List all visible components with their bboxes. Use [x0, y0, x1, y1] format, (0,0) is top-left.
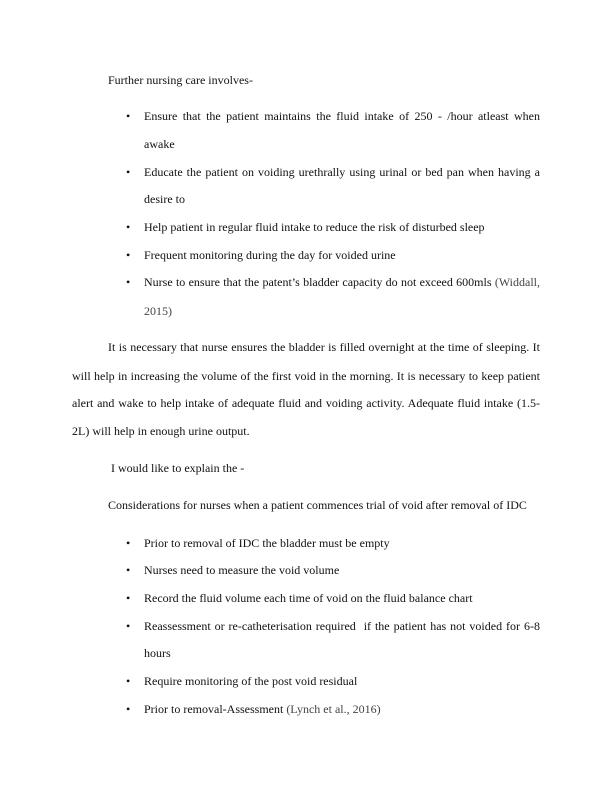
list-item-text: Help patient in regular fluid intake to reduce the risk of disturbed sleep	[144, 220, 485, 234]
paragraph-line: alert and wake to help intake of adequate fluid and voiding activity. Adequate fluid intake (1.5-	[72, 396, 540, 410]
list-item-text-body: Prior to removal-Assessment	[144, 702, 287, 716]
citation: (Widdall,	[494, 275, 540, 289]
list-item-text	[144, 702, 540, 716]
paragraph-line: will help in increasing the volume of the first void in the morning. It is necessary to keep patient	[72, 369, 540, 383]
bullet-icon: •	[126, 536, 131, 550]
bullet-icon: •	[126, 165, 131, 179]
list-item-text: Frequent monitoring during the day for voided urine	[144, 248, 396, 262]
bullet-icon: •	[126, 702, 131, 716]
list-item-text-body: Nurse to ensure that the patent’s bladder capacity do not exceed 600mls	[144, 275, 495, 289]
list-item-text: Ensure that the patient maintains the fluid intake of 250 - /hour atleast when	[144, 109, 540, 123]
bullet-icon: •	[126, 220, 131, 234]
citation-continued: 2015)	[144, 304, 172, 318]
section-heading: Considerations for nurses when a patient commences trial of void after removal of IDC	[108, 498, 527, 512]
bullet-icon: •	[126, 109, 131, 123]
bullet-icon: •	[126, 563, 131, 577]
paragraph-line: It is necessary that nurse ensures the bladder is filled overnight at the time of sleeping. It	[108, 340, 540, 354]
list-item-text: Prior to removal of IDC the bladder must be empty	[144, 536, 390, 550]
list-item-text-continued: awake	[144, 137, 175, 151]
list-item-text-continued: hours	[144, 646, 171, 660]
section-intro: Further nursing care involves-	[108, 73, 253, 87]
list-item-text-continued: desire to	[144, 192, 185, 206]
list-item-text: Record the fluid volume each time of void on the fluid balance chart	[144, 591, 473, 605]
bullet-icon: •	[126, 248, 131, 262]
list-item-text: Reassessment or re-catheterisation required if the patient has not voided for 6-8	[144, 619, 540, 633]
explain-line: I would like to explain the -	[108, 461, 245, 475]
paragraph-line: 2L) will help in enough urine output.	[72, 424, 250, 438]
bullet-icon: •	[126, 674, 131, 688]
list-item-text: Require monitoring of the post void residual	[144, 674, 358, 688]
list-item-text: Educate the patient on voiding urethrally using urinal or bed pan when having a	[144, 165, 540, 179]
bullet-icon: •	[126, 275, 131, 289]
list-item-text	[144, 275, 540, 289]
list-item-text: Nurses need to measure the void volume	[144, 563, 340, 577]
bullet-icon: •	[126, 591, 131, 605]
citation: (Lynch et al., 2016)	[286, 702, 381, 716]
bullet-icon: •	[126, 619, 131, 633]
